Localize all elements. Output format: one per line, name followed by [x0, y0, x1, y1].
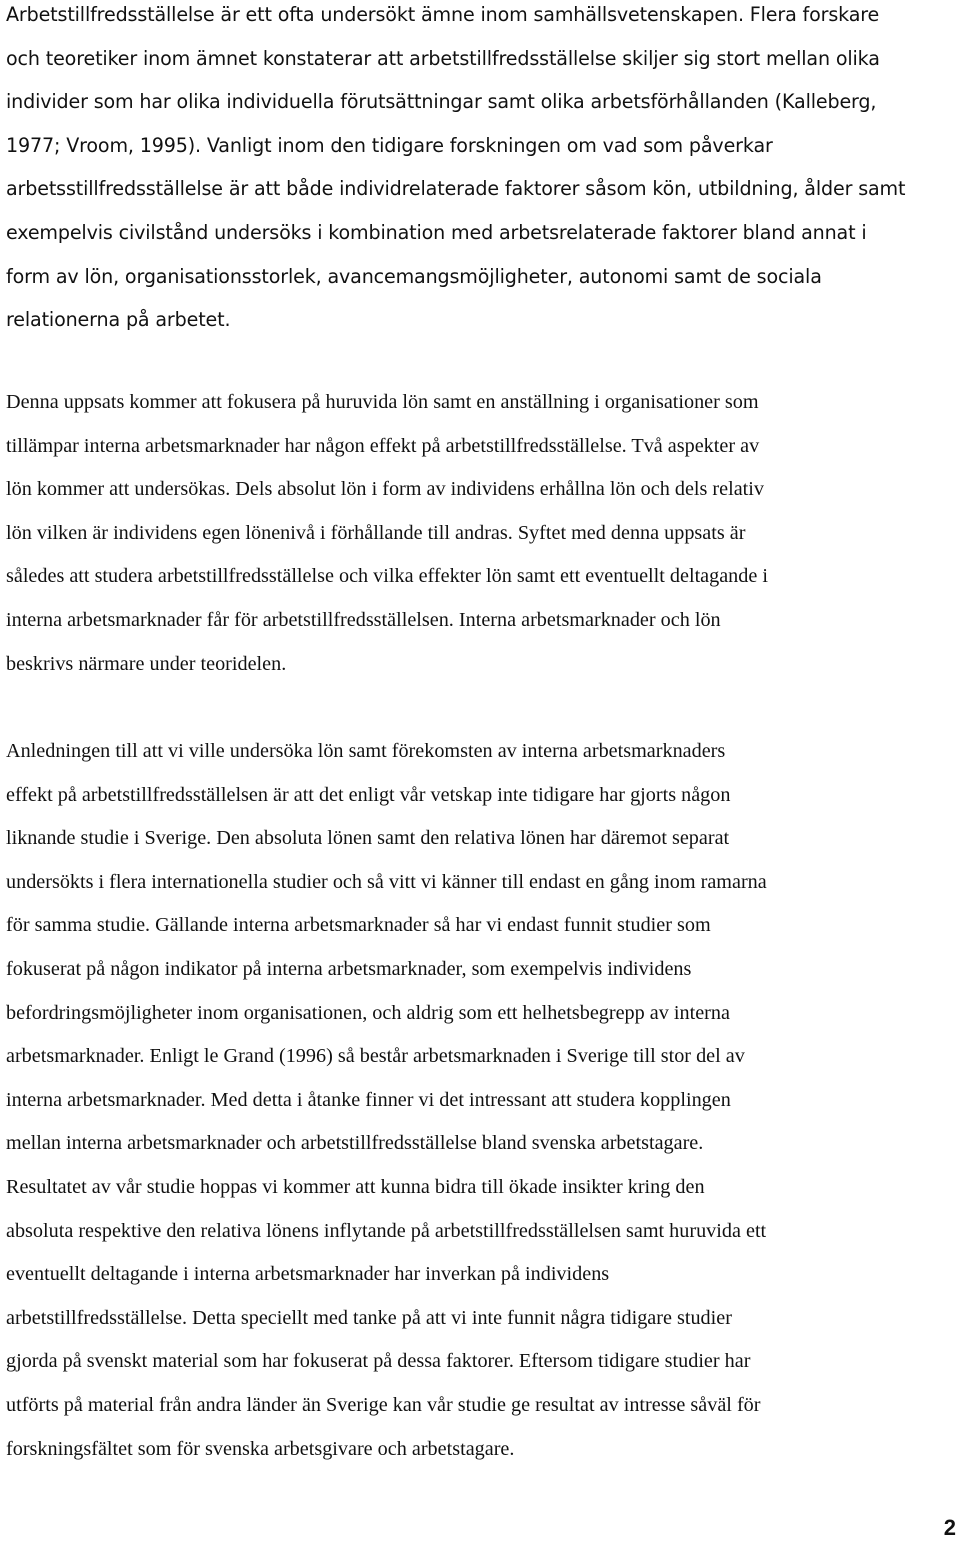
text-line: undersökts i flera internationella studier och så vitt vi känner till endast en gång inom ramarna — [6, 870, 767, 893]
text-line: således att studera arbetstillfredsställelse och vilka effekter lön samt ett eventuellt deltagande i — [6, 565, 768, 588]
text-line: interna arbetsmarknader. Med detta i åtanke finner vi det intressant att studera kopplingen — [6, 1088, 731, 1111]
text-line: beskrivs närmare under teoridelen. — [6, 652, 287, 675]
text-line: form av lön, organisationsstorlek, avancemangsmöjligheter, autonomi samt de sociala — [6, 264, 822, 288]
text-line: tillämpar interna arbetsmarknader har någon effekt på arbetstillfredsställelse. Två aspekter av — [6, 434, 760, 457]
text-line: fokuserat på någon indikator på interna arbetsmarknader, som exempelvis individens — [6, 957, 692, 980]
text-line: interna arbetsmarknader får för arbetstillfredsställelsen. Interna arbetsmarknader och lön — [6, 608, 721, 631]
text-line: liknande studie i Sverige. Den absoluta lönen samt den relativa lönen har däremot separat — [6, 827, 730, 850]
text-line: individer som har olika individuella förutsättningar samt olika arbetsförhållanden (Kalleberg, — [6, 90, 877, 114]
page-number: 2 — [943, 1515, 956, 1540]
text-line: exempelvis civilstånd undersöks i kombination med arbetsrelaterade faktorer bland annat i — [6, 220, 867, 244]
text-line: för samma studie. Gällande interna arbetsmarknader så har vi endast funnit studier som — [6, 914, 711, 937]
text-line: arbetsstillfredsställelse är att både individrelaterade faktorer såsom kön, utbildning, ålder samt — [6, 177, 906, 201]
text-line: eventuellt deltagande i interna arbetsmarknader har inverkan på individens — [6, 1263, 610, 1286]
text-line: mellan interna arbetsmarknader och arbetstillfredsställelse bland svenska arbetstagare. — [6, 1132, 704, 1155]
text-line: forskningsfältet som för svenska arbetsgivare och arbetstagare. — [6, 1437, 515, 1460]
text-line: Arbetstillfredsställelse är ett ofta undersökt ämne inom samhällsvetenskapen. Flera forskare — [6, 3, 880, 26]
text-line: utförts på material från andra länder än Sverige kan vår studie ge resultat av intresse såväl för — [6, 1393, 761, 1416]
text-line: och teoretiker inom ämnet konstaterar att arbetstillfredsställelse skiljer sig stort mellan olika — [6, 46, 880, 70]
text-line: Anledningen till att vi ville undersöka lön samt förekomsten av interna arbetsmarknaders — [6, 740, 726, 762]
text-line: 1977; Vroom, 1995). Vanligt inom den tidigare forskningen om vad som påverkar — [6, 133, 773, 157]
text-line: Denna uppsats kommer att fokusera på huruvida lön samt en anställning i organisationer som — [6, 391, 759, 413]
paragraph-introduction — [6, 0, 958, 342]
text-line: Resultatet av vår studie hoppas vi kommer att kunna bidra till ökade insikter kring den — [6, 1175, 705, 1198]
text-line: lön vilken är individens egen lönenivå i förhållande till andras. Syftet med denna uppsats är — [6, 521, 746, 544]
paragraph-motivation — [6, 730, 958, 1471]
text-line: effekt på arbetstillfredsställelsen är att det enligt vår vetskap inte tidigare har gjorts någon — [6, 783, 731, 806]
text-line: lön kommer att undersökas. Dels absolut lön i form av individens erhållna lön och dels relativ — [6, 478, 764, 501]
text-line: relationerna på arbetet. — [6, 308, 231, 332]
paragraph-purpose — [6, 381, 958, 686]
text-line: arbetstillfredsställelse. Detta speciellt med tanke på att vi inte funnit några tidigare studier — [6, 1306, 732, 1329]
text-line: absoluta respektive den relativa lönens inflytande på arbetstillfredsställelsen samt huruvida ett — [6, 1219, 767, 1242]
text-line: befordringsmöjligheter inom organisationen, och aldrig som ett helhetsbegrepp av interna — [6, 1001, 730, 1024]
text-line: gjorda på svenskt material som har fokuserat på dessa faktorer. Eftersom tidigare studier har — [6, 1350, 751, 1373]
text-line: arbetsmarknader. Enligt le Grand (1996) så består arbetsmarknaden i Sverige till stor del av — [6, 1045, 745, 1068]
